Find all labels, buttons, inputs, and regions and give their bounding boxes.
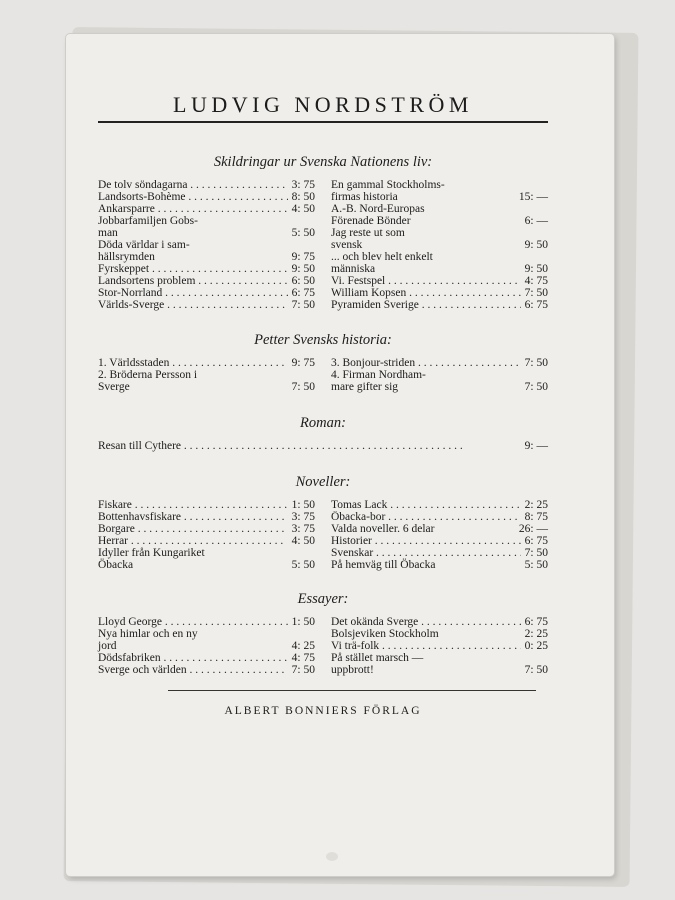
list-item	[331, 511, 548, 523]
list-item	[331, 499, 548, 511]
book-title: A.-B. Nord-Europas Förenade Bönder	[331, 203, 425, 227]
book-price: 4: 25	[291, 640, 315, 652]
section-title-roman: Roman:	[300, 415, 346, 431]
list-item	[331, 616, 548, 628]
book-price: 7: 50	[524, 547, 548, 559]
book-title: Ankarsparre . . .	[98, 203, 288, 215]
list-item	[98, 616, 315, 628]
catalogue	[98, 92, 548, 717]
book-title: Borgare . . .	[98, 523, 288, 535]
book-title: Vi. Festspel . . .	[331, 275, 521, 287]
book-title: William Kopsen . . .	[331, 287, 521, 299]
book-title: Herrar . . .	[98, 535, 288, 547]
list-item	[98, 263, 315, 275]
list-item	[98, 357, 315, 369]
book-title: Vi trä-folk . . .	[331, 640, 521, 652]
book-price: 1: 50	[291, 616, 315, 628]
list-item	[331, 628, 548, 640]
book-title: På stället marsch — uppbrott!	[331, 652, 424, 676]
list-item	[331, 299, 548, 311]
book-price: 7: 50	[524, 357, 548, 369]
book-title: Nya himlar och en ny jord	[98, 628, 198, 652]
list-item	[331, 369, 548, 393]
book-price: 8: 50	[291, 191, 315, 203]
book-title: Dödsfabriken . . .	[98, 652, 288, 664]
list-item	[98, 535, 315, 547]
book-price: 4: 50	[291, 535, 315, 547]
list-item	[98, 499, 315, 511]
book-price: 9: 50	[524, 239, 548, 251]
list-item	[331, 357, 548, 369]
list-item	[331, 535, 548, 547]
book-price: 6: 75	[524, 299, 548, 311]
column-right	[331, 499, 548, 571]
section-title-essayer: Essayer:	[297, 591, 349, 607]
book-price: 3: 75	[291, 179, 315, 191]
book-title: ... och blev helt enkelt människa	[331, 251, 433, 275]
list-item	[98, 203, 315, 215]
book-title: 2. Bröderna Persson i Sverge	[98, 369, 198, 393]
column-right	[331, 357, 548, 393]
book-title: Bolsjeviken Stockholm	[331, 628, 439, 640]
list-item	[331, 275, 548, 287]
book-title: På hemväg till Öbacka	[331, 559, 436, 571]
list-item	[331, 179, 548, 203]
book-title: 4. Firman Nordham- mare gifter sig	[331, 369, 426, 393]
book-title: Bottenhavsfiskare . . .	[98, 511, 288, 523]
book-title: Sverge och världen . . .	[98, 664, 288, 676]
list-item	[98, 440, 548, 452]
list-item	[98, 239, 315, 263]
author-heading: LUDVIG NORDSTRÖM	[98, 92, 548, 123]
book-title: Resan till Cythere . . .	[98, 440, 521, 452]
book-title: Döda världar i sam- hällsrymden	[98, 239, 190, 263]
book-price: 1: 50	[291, 499, 315, 511]
section-noveller	[98, 499, 548, 571]
book-title: Fiskare . . .	[98, 499, 288, 511]
column-left	[98, 357, 315, 393]
book-price: 7: 50	[291, 664, 315, 676]
book-title: Världs-Sverge . . .	[98, 299, 288, 311]
book-price: 7: 50	[291, 381, 315, 393]
book-title: Tomas Lack . . .	[331, 499, 521, 511]
book-price: 4: 75	[291, 652, 315, 664]
column-left	[98, 179, 315, 311]
section-petter-svensk	[98, 357, 548, 393]
book-title: Jag reste ut som svensk	[331, 227, 405, 251]
book-title: Valda noveller. 6 delar	[331, 523, 435, 535]
book-title: 3. Bonjour-striden . . .	[331, 357, 521, 369]
book-price: 5: 50	[524, 559, 548, 571]
book-title: Pyramiden Sverige . . .	[331, 299, 521, 311]
list-item	[98, 215, 315, 239]
book-price: 6: 75	[524, 616, 548, 628]
list-item	[98, 511, 315, 523]
list-item	[331, 640, 548, 652]
book-title: 1. Världsstaden . . .	[98, 357, 288, 369]
list-item	[98, 628, 315, 652]
book-title: Landsorts-Bohème . . .	[98, 191, 288, 203]
cover-blemish	[326, 852, 338, 861]
book-price: 15: —	[518, 191, 548, 203]
book-price: 9: 75	[291, 251, 315, 263]
book-price: 3: 75	[291, 523, 315, 535]
section-essayer	[98, 616, 548, 676]
list-item	[331, 547, 548, 559]
list-item	[98, 275, 315, 287]
book-price: 9: 50	[524, 263, 548, 275]
list-item	[98, 652, 315, 664]
list-item	[331, 287, 548, 299]
list-item	[98, 191, 315, 203]
book-price: 7: 50	[291, 299, 315, 311]
book-price: 9: 50	[291, 263, 315, 275]
list-item	[98, 287, 315, 299]
book-title: Det okända Sverge . . .	[331, 616, 521, 628]
list-item	[98, 547, 315, 571]
book-price: 5: 50	[291, 227, 315, 239]
book-title: Öbacka-bor . . .	[331, 511, 521, 523]
book-title: Historier . . .	[331, 535, 521, 547]
section-title-skildringar: Skildringar ur Svenska Nationens liv:	[213, 154, 433, 170]
list-item	[331, 203, 548, 227]
book-title: Lloyd George . . .	[98, 616, 288, 628]
book-price: 2: 25	[524, 628, 548, 640]
book-price: 5: 50	[291, 559, 315, 571]
book-price: 8: 75	[524, 511, 548, 523]
book-price: 9: 75	[291, 357, 315, 369]
book-title: Jobbarfamiljen Gobs- man	[98, 215, 198, 239]
list-item	[331, 559, 548, 571]
book-price: 6: —	[524, 215, 548, 227]
column-right	[331, 179, 548, 311]
section-skildringar	[98, 179, 548, 311]
section-title-petter-svensk: Petter Svensks historia:	[254, 332, 392, 348]
column-right	[331, 616, 548, 676]
book-price: 26: —	[518, 523, 548, 535]
list-item	[98, 369, 315, 393]
book-price: 6: 75	[524, 535, 548, 547]
book-price: 2: 25	[524, 499, 548, 511]
list-item	[331, 251, 548, 275]
book-price: 3: 75	[291, 511, 315, 523]
book-title: En gammal Stockholms- firmas historia	[331, 179, 445, 203]
list-item	[331, 523, 548, 535]
list-item	[98, 179, 315, 191]
column-left	[98, 616, 315, 676]
book-price: 4: 50	[291, 203, 315, 215]
book-price: 7: 50	[524, 381, 548, 393]
book-price: 4: 75	[524, 275, 548, 287]
book-title: Stor-Norrland . . .	[98, 287, 288, 299]
column-left	[98, 499, 315, 571]
book-title: Fyrskeppet . . .	[98, 263, 288, 275]
book-price: 6: 50	[291, 275, 315, 287]
list-item	[98, 299, 315, 311]
section-title-noveller: Noveller:	[295, 474, 351, 490]
book-price: 0: 25	[524, 640, 548, 652]
book-price: 9: —	[524, 440, 548, 452]
book-title: Idyller från Kungariket Öbacka	[98, 547, 205, 571]
book-title: Landsortens problem . . .	[98, 275, 288, 287]
book-price: 7: 50	[524, 287, 548, 299]
list-item	[331, 227, 548, 251]
book-title: De tolv söndagarna . . .	[98, 179, 288, 191]
book-price: 7: 50	[524, 664, 548, 676]
book-price: 6: 75	[291, 287, 315, 299]
list-item	[98, 664, 315, 676]
book-title: Svenskar . . .	[331, 547, 521, 559]
list-item	[98, 523, 315, 535]
publisher-name: ALBERT BONNIERS FÖRLAG	[224, 705, 422, 717]
list-item	[331, 652, 548, 676]
